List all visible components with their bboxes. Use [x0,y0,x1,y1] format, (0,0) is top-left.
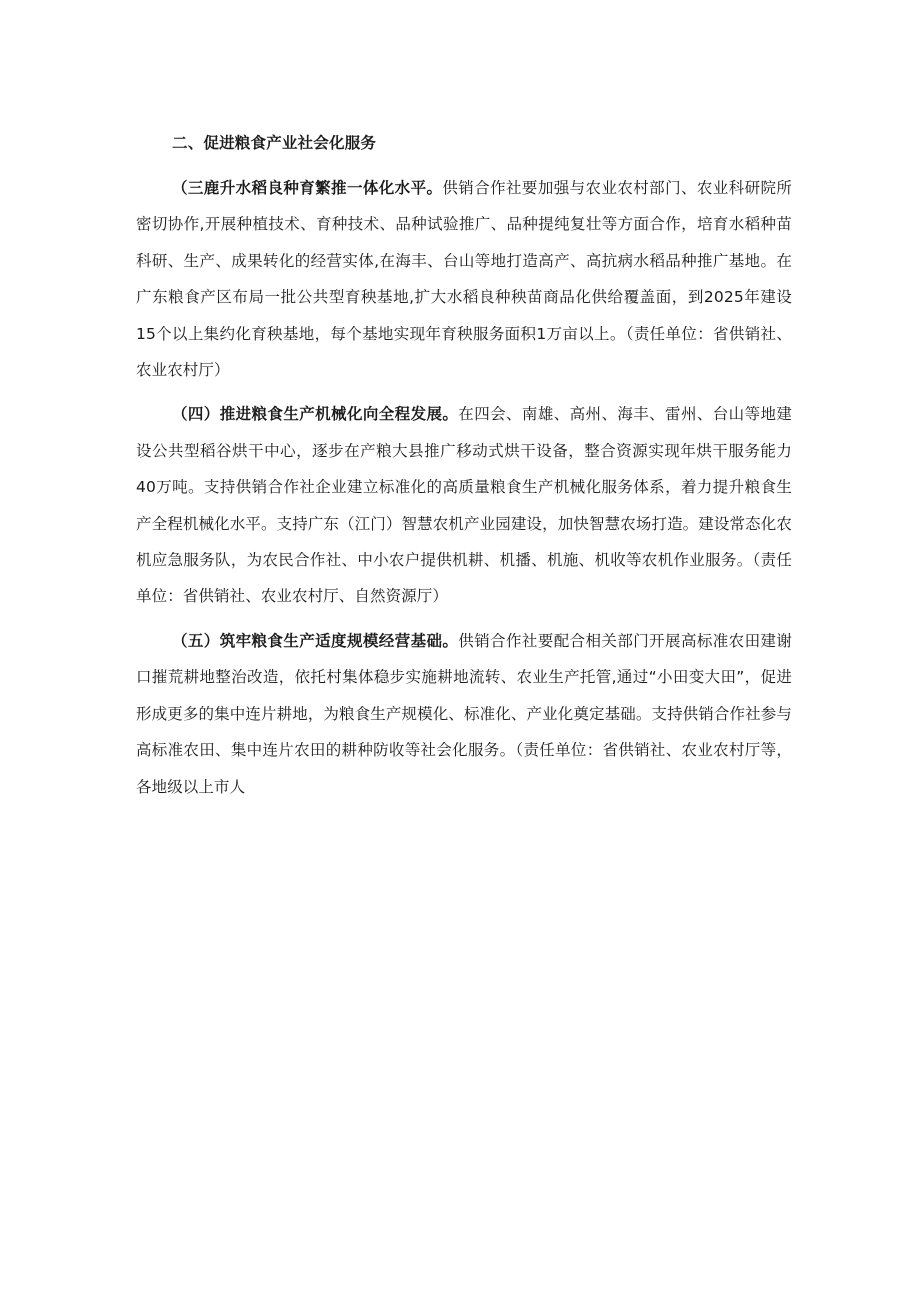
paragraph-scale-operation [136,623,792,805]
paragraph-body: 供销合作社要加强与农业农村部门、农业科研院所密切协作,开展种植技术、育种技术、品种试验推广、品种提纯复壮等方面合作，培育水稻种苗科研、生产、成果转化的经营实体,在海丰、台山等地打造高产、高抗病水稻品种推广基地。在广东粮食产区布局一批公共型育秧基地,扩大水稻良种秧苗商品化供给覆盖面，到2025年建设15个以上集约化育秧基地，每个基地实现年育秧服务面积1万亩以上。（责任单位：省供销社、农业农村厅） [136,179,792,380]
document-body [136,124,792,805]
paragraph-lead: （五）筑牢粮食生产适度规模经营基础。 [172,631,459,650]
section-heading: 二、促进粮食产业社会化服务 [172,134,377,152]
paragraph-body: 供销合作社要配合相关部门开展高标准农田建谢口摧荒耕地整治改造，依托村集体稳步实施耕地流转、农业生产托管,通过“小田变大田”，促进形成更多的集中连片耕地，为粮食生产规模化、标准化、产业化奠定基础。支持供销合作社参与高标准农田、集中连片农田的耕种防收等社会化服务。（责任单位：省供销社、农业农村厅等，各地级以上市人 [136,631,792,796]
paragraph-grain-mechanization [136,396,792,614]
paragraph-rice-seed-breeding [136,170,792,388]
paragraph-body: 在四会、南雄、高州、海丰、雷州、台山等地建设公共型稻谷烘干中心，逐步在产粮大县推广移动式烘干设备，整合资源实现年烘干服务能力40万吨。支持供销合作社企业建立标准化的高质量粮食生产机械化服务体系，着力提升粮食生产全程机械化水平。支持广东（江门）智慧农机产业园建设，加快智慧农场打造。建设常态化农机应急服务队，为农民合作社、中小农户提供机耕、机播、机施、机收等农机作业服务。（责任单位：省供销社、农业农村厅、自然资源厅） [136,405,792,606]
paragraph-lead: （三鹿升水稻良种育繁推一体化水平。 [172,179,443,197]
paragraph-lead: （四）推进粮食生产机械化向全程发展。 [172,405,459,424]
